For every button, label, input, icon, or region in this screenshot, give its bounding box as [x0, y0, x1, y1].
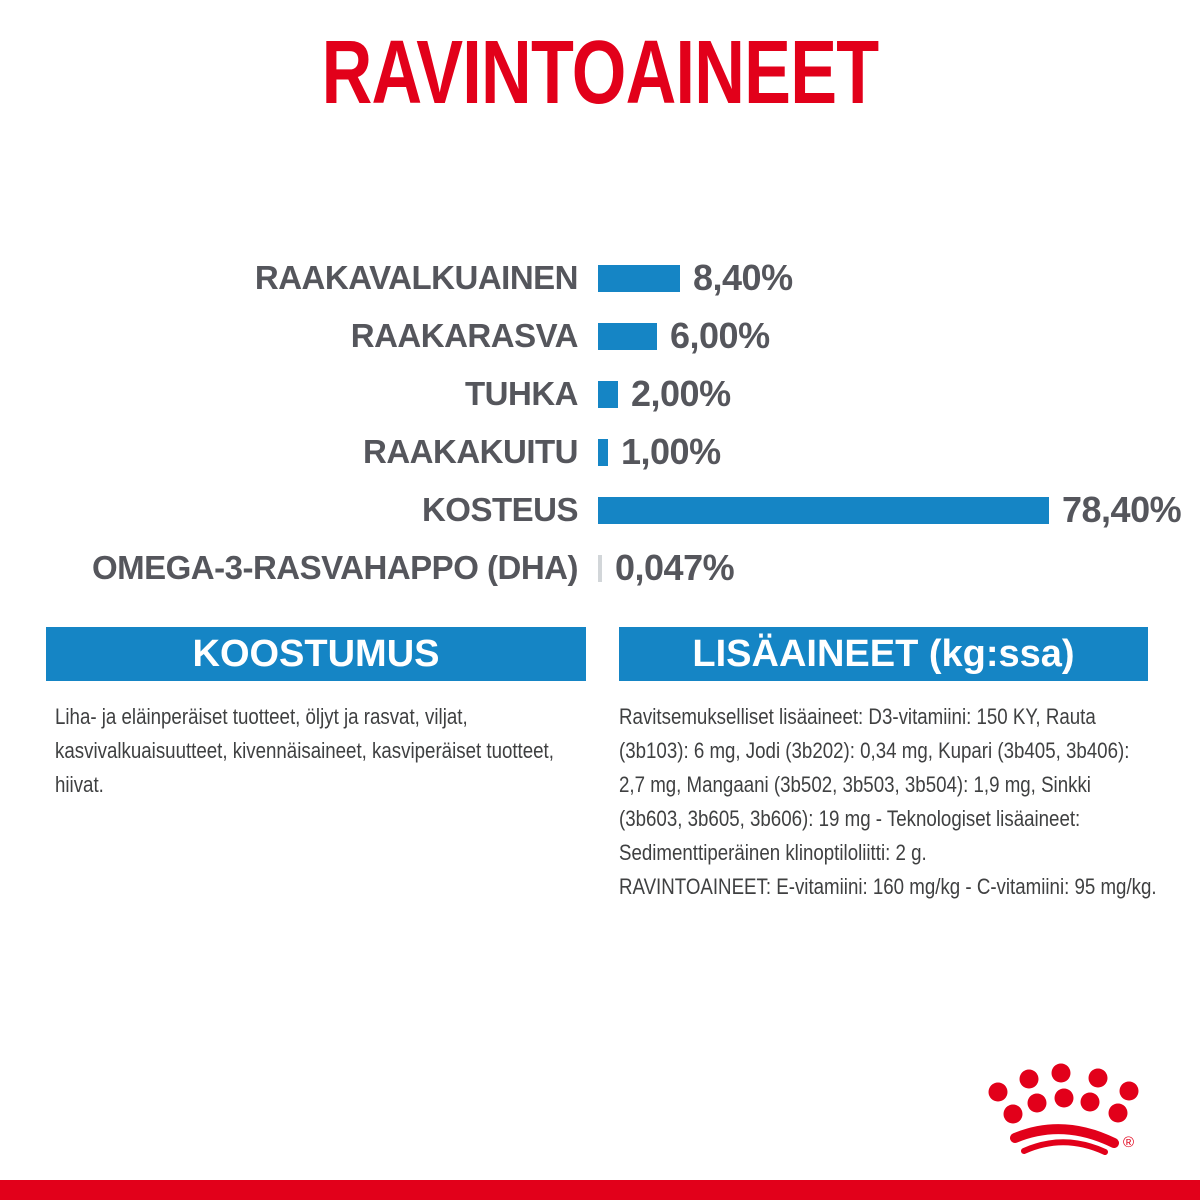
- nutrient-value: 8,40%: [693, 257, 793, 298]
- nutrient-value: 78,40%: [1062, 489, 1182, 530]
- chart-row: [0, 365, 1200, 423]
- body-text-line: kasvivalkuaisuutteet, kivennäisaineet, kasviperäiset tuotteet,: [55, 738, 554, 763]
- body-text-line: Liha- ja eläinperäiset tuotteet, öljyt ja rasvat, viljat,: [55, 704, 468, 729]
- chart-row: [0, 307, 1200, 365]
- footer-red-bar: [0, 1180, 1200, 1200]
- additives-section-header: LISÄAINEET (kg:ssa): [619, 627, 1148, 681]
- body-text-line: 2,7 mg, Mangaani (3b502, 3b503, 3b504): 1,9 mg, Sinkki: [619, 772, 1091, 797]
- nutrient-value: 2,00%: [631, 373, 731, 414]
- chart-row: [0, 249, 1200, 307]
- nutrient-value: 6,00%: [670, 315, 770, 356]
- nutrient-bar: [598, 497, 1049, 524]
- nutrient-value: 1,00%: [621, 431, 721, 472]
- body-text-line: Ravitsemukselliset lisäaineet: D3-vitamiini: 150 KY, Rauta: [619, 704, 1096, 729]
- body-text-line: (3b603, 3b605, 3b606): 19 mg - Teknologiset lisäaineet:: [619, 806, 1081, 831]
- nutrient-bar: [598, 555, 602, 582]
- composition-section-header: KOOSTUMUS: [46, 627, 586, 681]
- body-text-line: (3b103): 6 mg, Jodi (3b202): 0,34 mg, Kupari (3b405, 3b406):: [619, 738, 1130, 763]
- nutrient-label: RAAKARASVA: [350, 317, 578, 354]
- body-text-line: Sedimenttiperäinen klinoptiloliitti: 2 g.: [619, 840, 927, 865]
- nutrient-label: RAAKAKUITU: [363, 433, 578, 470]
- nutrient-bar: [598, 381, 618, 408]
- nutrient-bar: [598, 323, 657, 350]
- chart-row: [0, 539, 1200, 597]
- body-text-line: hiivat.: [55, 772, 104, 797]
- body-text-line: RAVINTOAINEET: E-vitamiini: 160 mg/kg - C-vitamiini: 95 mg/kg.: [619, 874, 1157, 899]
- royal-canin-crown-logo: [980, 1050, 1160, 1180]
- nutrient-label: TUHKA: [465, 375, 578, 412]
- nutrient-value: 0,047%: [615, 547, 735, 588]
- svg-text:®: ®: [1123, 1134, 1135, 1151]
- nutrient-label: RAAKAVALKUAINEN: [254, 259, 578, 296]
- nutrient-label: OMEGA-3-RASVAHAPPO (DHA): [91, 549, 578, 586]
- additives-text: [619, 700, 1200, 904]
- chart-row: [0, 423, 1200, 481]
- nutrient-bar-chart: [0, 249, 1200, 597]
- composition-text: [55, 700, 642, 802]
- chart-row: [0, 481, 1200, 539]
- nutrient-label: KOSTEUS: [421, 491, 578, 528]
- page-title: RAVINTOAINEET: [321, 23, 879, 123]
- nutrient-bar: [598, 265, 680, 292]
- nutrient-bar: [598, 439, 608, 466]
